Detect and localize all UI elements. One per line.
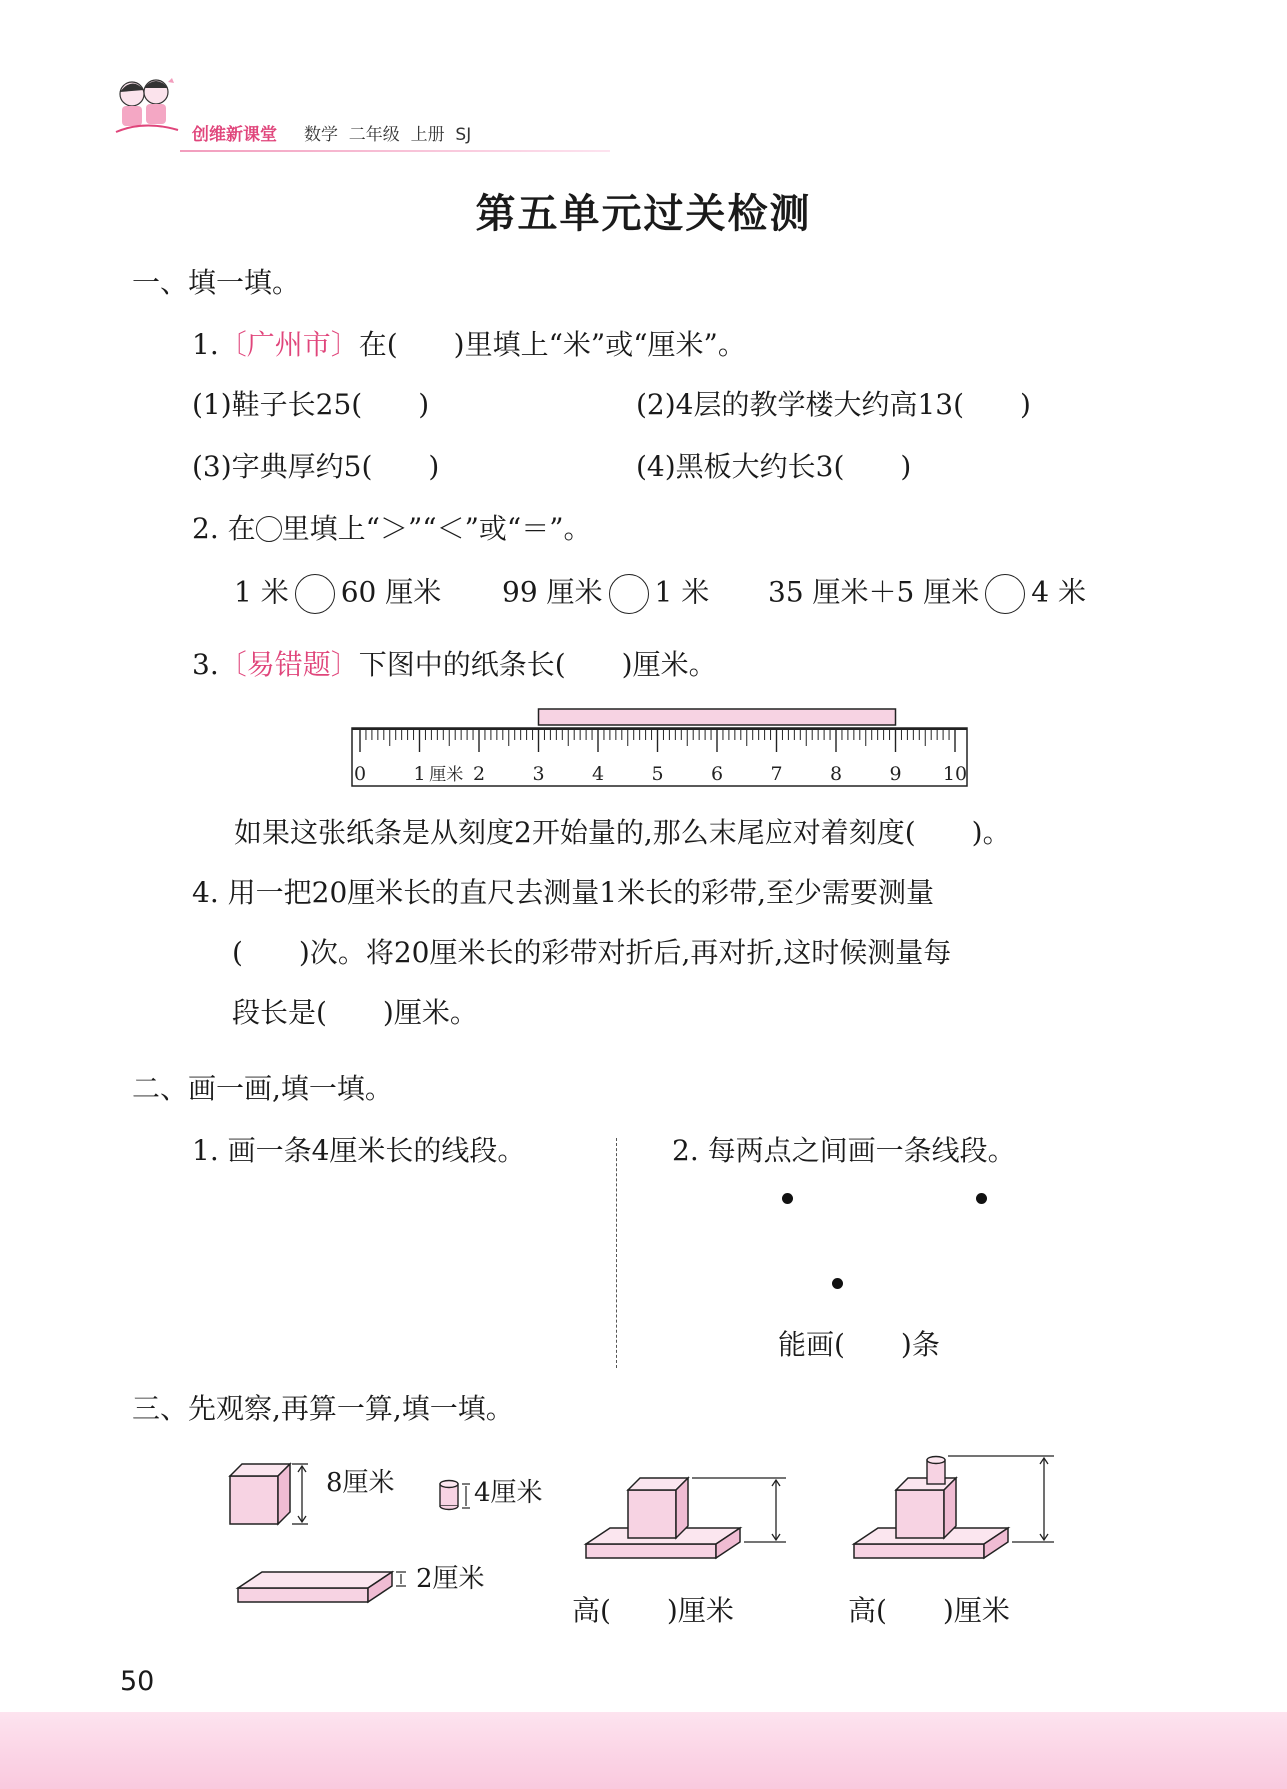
- section2-answer: 能画( )条: [778, 1328, 940, 1361]
- compare-3-blank[interactable]: [985, 574, 1025, 614]
- q1-item-2: (2)4层的教学楼大约高13( ): [636, 388, 1031, 421]
- q3-followup: 如果这张纸条是从刻度2开始量的,那么末尾应对着刻度( )。: [234, 816, 1011, 849]
- point-b[interactable]: [976, 1193, 987, 1204]
- header-brand: 创维新课堂: [192, 125, 277, 145]
- cube-shape: [230, 1464, 290, 1524]
- slab-dimension: [396, 1572, 406, 1586]
- q2-text-after: 里填上“＞”“＜”或“＝”。: [281, 512, 592, 545]
- slab-label: 2厘米: [416, 1564, 485, 1594]
- header-meta: 数学 二年级 上册 SJ: [304, 125, 472, 145]
- compare-3-left: 35 厘米＋5 厘米: [768, 575, 980, 609]
- circle-icon: [256, 516, 282, 542]
- q4-line-1: [192, 876, 934, 910]
- q1-item-1: (1)鞋子长25( ): [192, 388, 430, 421]
- q2-line: [192, 512, 592, 546]
- ruler-label: 7: [770, 763, 783, 785]
- q1-text: 在( )里填上“米”或“厘米”。: [358, 328, 746, 361]
- header-rule: [180, 150, 610, 152]
- cylinder-dimension: [462, 1484, 470, 1508]
- section2-q2: 2. 每两点之间画一条线段。: [672, 1134, 1016, 1167]
- q4-number: 4.: [192, 876, 219, 909]
- q4-line-2: ( )次。将20厘米长的彩带对折后,再对折,这时候测量每: [232, 936, 952, 969]
- slab-shape: [238, 1572, 392, 1602]
- ruler-label: 4: [591, 763, 605, 785]
- point-a[interactable]: [782, 1193, 793, 1204]
- cylinder-shape: [440, 1481, 458, 1510]
- compare-1-blank[interactable]: [295, 574, 335, 614]
- q1-item-4: (4)黑板大约长3( ): [636, 450, 912, 483]
- stack-1: [586, 1478, 740, 1558]
- q1-item-3: (3)字典厚约5( ): [192, 450, 440, 483]
- stack-2-answer: 高( )厘米: [848, 1594, 1010, 1627]
- mascot-icon: [112, 76, 182, 140]
- q3-tag: 〔易错题〕: [218, 648, 359, 681]
- compare-3-right: 4 米: [1031, 575, 1086, 609]
- q4-text-1: 用一把20厘米长的直尺去测量1米长的彩带,至少需要测量: [227, 876, 934, 909]
- q1-tag: 〔广州市〕: [218, 328, 359, 361]
- cube-label: 8厘米: [326, 1468, 395, 1498]
- section2-heading: 二、画一画,填一填。: [132, 1072, 393, 1105]
- q1-line: [192, 328, 746, 362]
- section2-divider: [616, 1138, 617, 1368]
- ruler-label: 厘米: [429, 765, 464, 785]
- section1-heading: 一、填一填。: [132, 266, 301, 299]
- page-title: 第五单元过关检测: [475, 191, 812, 237]
- ruler-label: 3: [532, 763, 545, 785]
- q3-line: [192, 648, 717, 682]
- ruler-label: 0: [353, 763, 367, 785]
- q3-number: 3.: [192, 648, 219, 681]
- page-number: 50: [120, 1666, 155, 1697]
- ruler-label: 9: [889, 763, 902, 785]
- q2-number: 2.: [192, 512, 219, 545]
- ruler-figure: [340, 702, 980, 802]
- compare-1-right: 60 厘米: [340, 575, 442, 609]
- bottom-band: [0, 1712, 1287, 1789]
- q1-number: 1.: [192, 328, 219, 361]
- compare-2-right: 1 米: [654, 575, 710, 609]
- header-mascot: [112, 76, 182, 140]
- ruler-label: 6: [710, 763, 724, 785]
- compare-1-left: 1 米: [234, 575, 289, 609]
- q2-compare-3: [768, 574, 1086, 614]
- stack-2: [854, 1457, 1008, 1559]
- q2-compare-2: [502, 574, 709, 614]
- cylinder-label: 4厘米: [474, 1478, 543, 1508]
- cube-dimension: [292, 1464, 308, 1524]
- paper-strip: [539, 709, 896, 725]
- q2-compare-1: [234, 574, 441, 614]
- ruler-label: 5: [651, 763, 664, 785]
- stack-1-answer: 高( )厘米: [572, 1594, 734, 1627]
- q2-text-before: 在: [227, 512, 256, 545]
- ruler-label: 2: [472, 763, 486, 785]
- ruler-label: 1: [413, 763, 426, 785]
- compare-2-blank[interactable]: [609, 574, 649, 614]
- section2-q1: 1. 画一条4厘米长的线段。: [192, 1134, 526, 1167]
- compare-2-left: 99 厘米: [502, 575, 603, 609]
- q3-text: 下图中的纸条长( )厘米。: [358, 648, 717, 681]
- ruler-label: 10: [942, 763, 968, 785]
- point-c[interactable]: [832, 1278, 843, 1289]
- ruler-label: 8: [829, 763, 843, 785]
- section3-heading: 三、先观察,再算一算,填一填。: [132, 1392, 514, 1425]
- q4-line-3: 段长是( )厘米。: [232, 996, 478, 1029]
